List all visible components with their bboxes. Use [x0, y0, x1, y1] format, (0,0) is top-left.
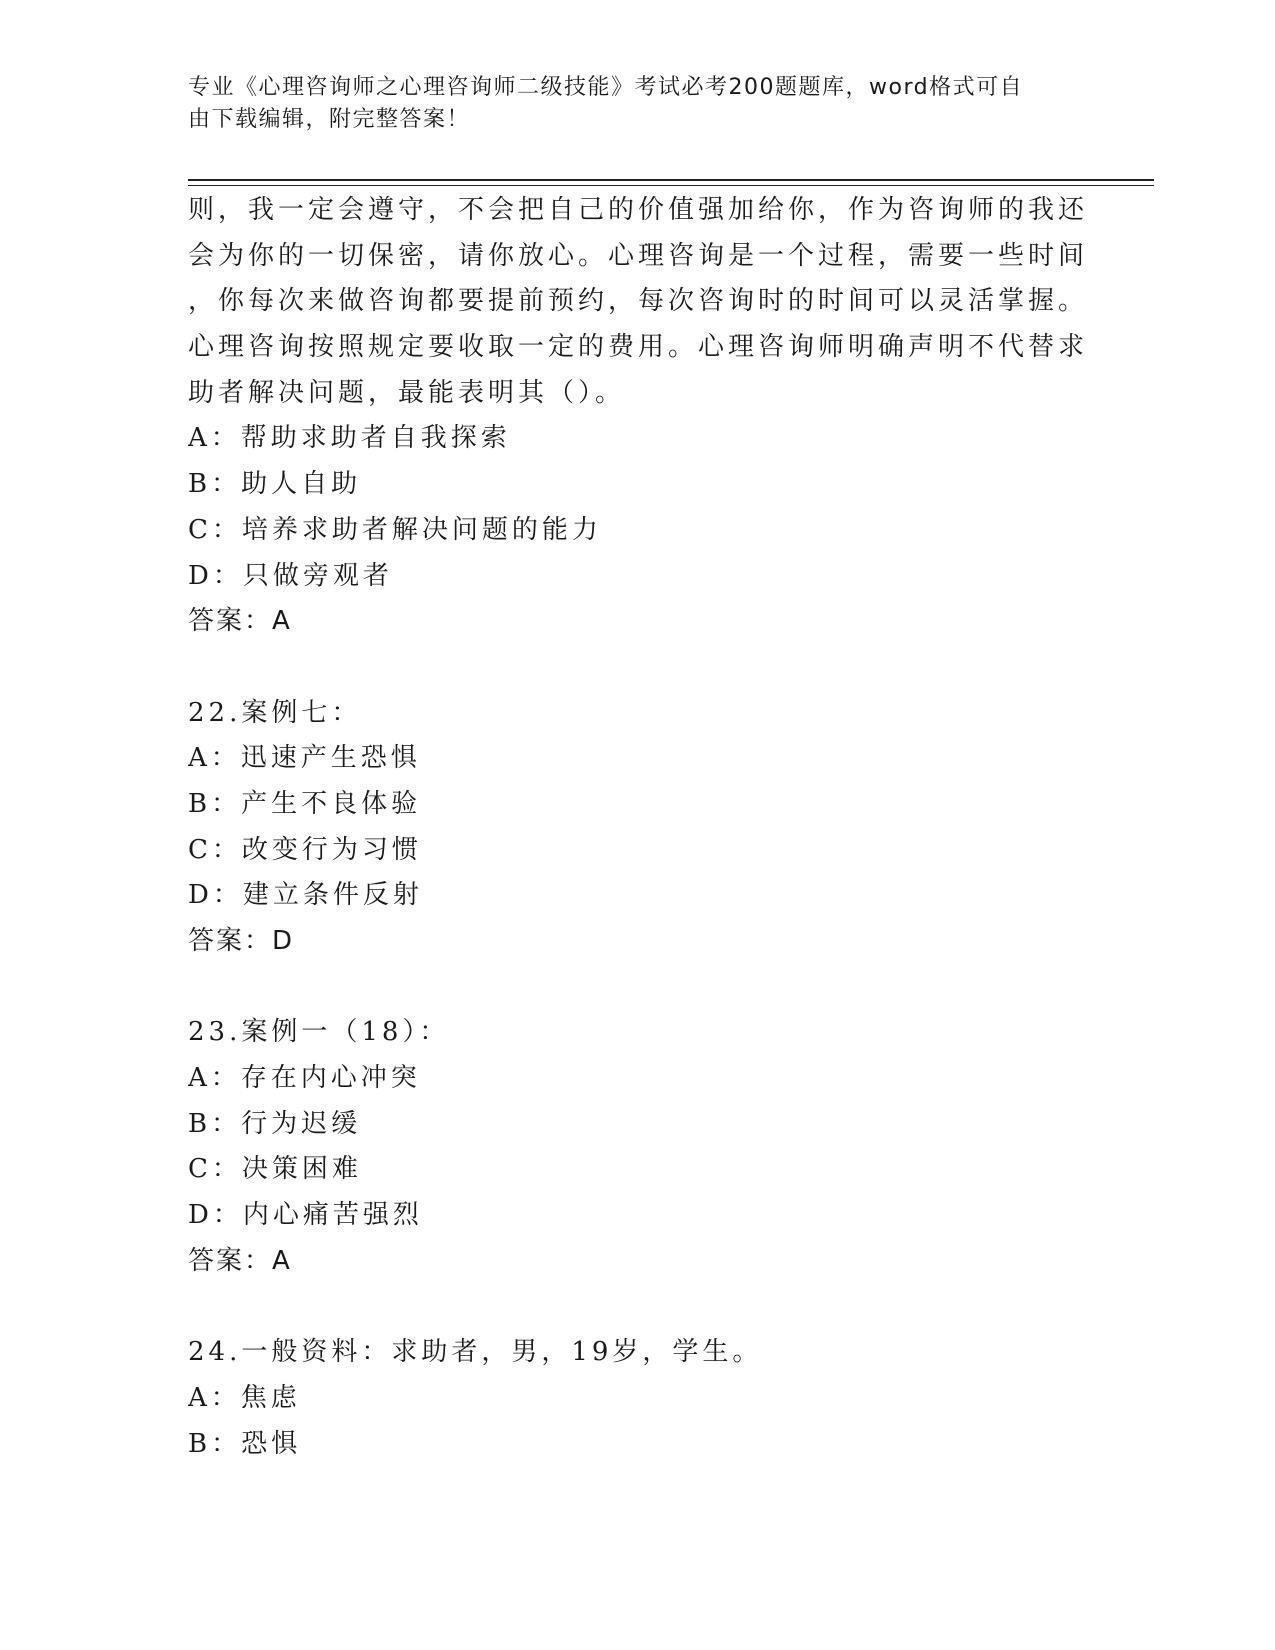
header-title-line-1: 专业《心理咨询师之心理咨询师二级技能》考试必考200题题库，word格式可自 — [188, 75, 1024, 100]
question-24 — [188, 1330, 1088, 1467]
stem-line: ，你每次来做咨询都要提前预约，每次咨询时的时间可以灵活掌握。 — [188, 286, 1088, 317]
stem-line: 助者解决问题，最能表明其（）。 — [188, 377, 626, 408]
option-d: D：建立条件反射 — [188, 880, 423, 911]
option-c: C：培养求助者解决问题的能力 — [188, 514, 602, 545]
header-rule-thin — [188, 185, 1154, 186]
spacer — [188, 645, 1088, 691]
option-b: B：行为迟缓 — [188, 1108, 362, 1139]
question-23 — [188, 1010, 1088, 1284]
header-title-line-2: 由下载编辑，附完整答案！ — [188, 107, 471, 132]
document-header — [188, 72, 1068, 136]
answer-line: 答案：D — [188, 926, 295, 956]
spacer — [188, 1285, 1088, 1331]
option-a: A：焦虑 — [188, 1382, 301, 1413]
question-stem: 23.案例一（18）： — [188, 1017, 450, 1048]
option-c: C：改变行为习惯 — [188, 834, 422, 865]
question-21-continuation — [188, 188, 1088, 645]
stem-line: 会为你的一切保密，请你放心。心理咨询是一个过程，需要一些时间 — [188, 240, 1088, 271]
stem-line: 则，我一定会遵守，不会把自己的价值强加给你，作为咨询师的我还 — [188, 195, 1088, 225]
stem-line: 心理咨询按照规定要收取一定的费用。心理咨询师明确声明不代替求 — [188, 332, 1088, 363]
option-a: A：迅速产生恐惧 — [188, 743, 421, 774]
question-stem: 24.一般资料：求助者，男，19岁，学生。 — [188, 1337, 763, 1368]
header-rule-thick — [188, 179, 1154, 181]
option-d: D：只做旁观者 — [188, 560, 393, 591]
answer-line: 答案：A — [188, 606, 292, 637]
option-a: A：存在内心冲突 — [188, 1063, 421, 1094]
option-b: B：恐惧 — [188, 1428, 302, 1459]
option-c: C：决策困难 — [188, 1154, 362, 1185]
option-a: A：帮助求助者自我探索 — [188, 423, 511, 454]
answer-line: 答案：A — [188, 1245, 292, 1276]
document-body — [188, 188, 1088, 1467]
question-stem: 22.案例七： — [188, 697, 362, 728]
spacer — [188, 965, 1088, 1011]
option-b: B：产生不良体验 — [188, 788, 422, 819]
option-d: D：内心痛苦强烈 — [188, 1200, 423, 1231]
option-b: B：助人自助 — [188, 469, 362, 500]
question-22 — [188, 691, 1088, 965]
